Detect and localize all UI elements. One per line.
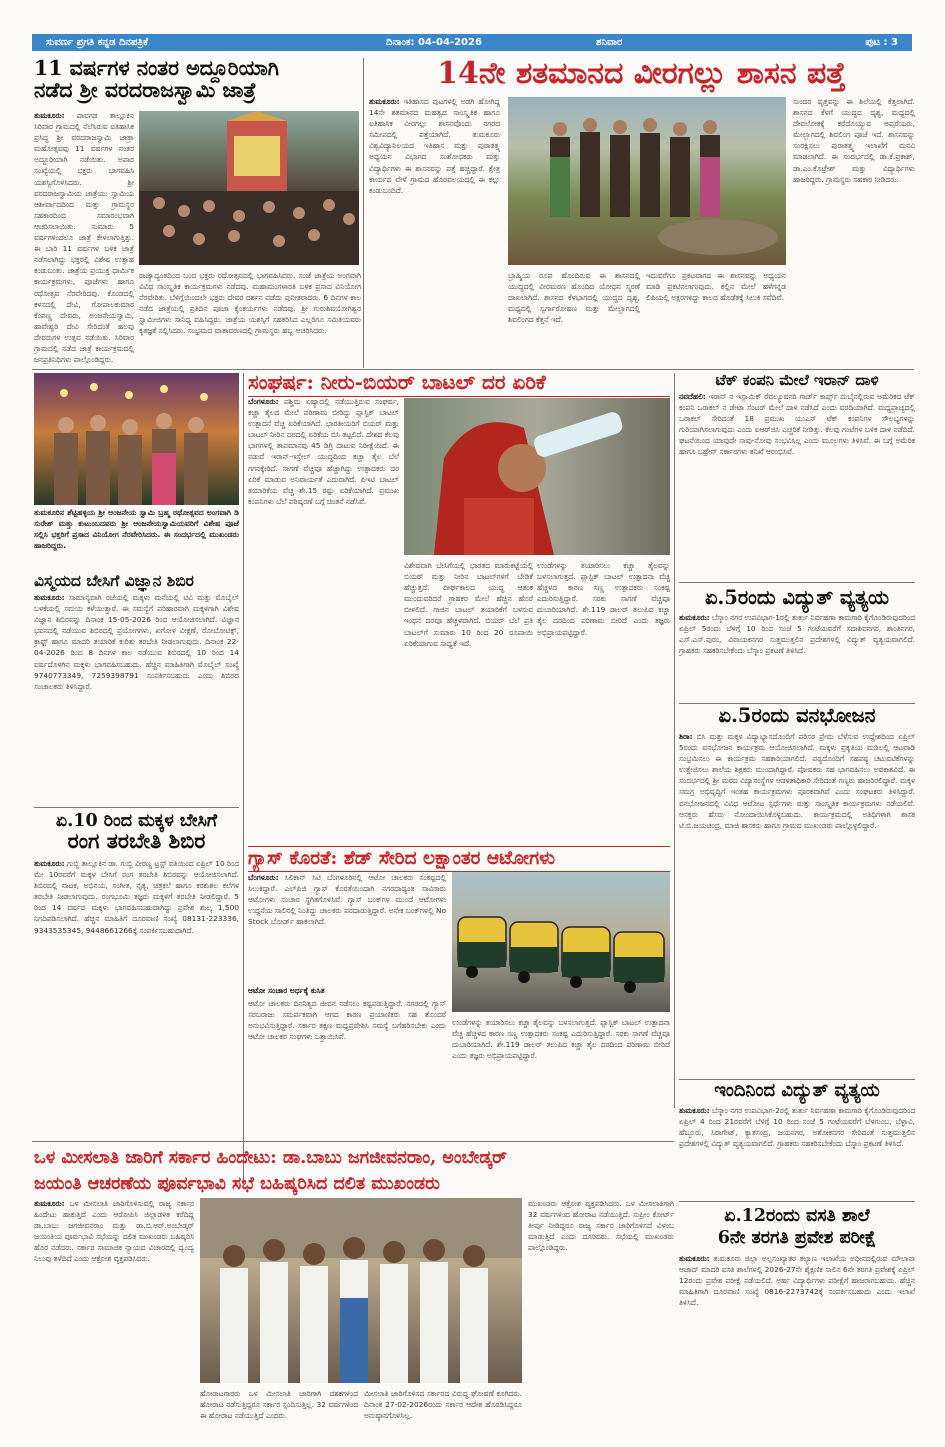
article-bottle-price-body-col2: ವಿಶೇಷವಾಗಿ ಬೇಸಿಗೆಯಲ್ಲಿ ಭಾರತದ ಮಾರುಕಟ್ಟೆಯಲ್ಲಿ ಬಿಯರ್ ಮತ್ತು ನೀರಿನ ಬಾಟಲ್‌ಗಳಿಗೆ ಬೇಡಿಕೆ ಹೆಚ್ಚುತ್ತದೆ. ದೀರ್ಘಕಾಲದ ಯುದ್ಧ ಆತಂಕ ಮುಂದುವರಿದರೆ ಗ್ರಾಹಕರ ಮೇಲೆ ಹೆಚ್ಚಿನ ಹೊರೆ ಬೀಳಲಿದೆ. ಗಾಜಿನ ಬಾಟಲ್ ತಯಾರಿಕೆಗೆ ಬಳಸುವ ಇಂಧನ ದರವೂ ಹೆಚ್ಚಳವಾಗಿದೆ. ಬಿಯರ್ ಬೆಲೆ ಪ್ರತಿ ಬಾಟಲ್‌ಗೆ ಸುಮಾರು 10 ರಿಂದ 20 ರೂಪಾಯಿ ಏರಿಕೆಯಾಗುವ ಸಾಧ್ಯತೆ ಇದೆ. [404,561,533,648]
article-power-cut-apr5-headline: ಏ.5ರಂದು ವಿದ್ಯುತ್ ವ್ಯತ್ಯಯ [704,586,890,609]
dateline: ತುಮಕೂರು: [34,111,65,120]
article-veeragallu-body-col1: ತುಮಕೂರು: ಇತಿಹಾಸದ ಪುಟಗಳಲ್ಲಿ ಅಡಗಿ ಹೋಗಿದ್ದ 14ನೇ ಶತಮಾನದ ಮಹತ್ವದ ಸಾಂಸ್ಕೃತಿಕ ಹಾಗೂ ಐತಿಹಾಸಿಕ ವೀರಗಲ್ಲು ಶಾಸನವೊಂದು ನಗರದ ಸಮೀಪದಲ್ಲಿ ಪತ್ತೆಯಾಗಿದೆ. ತುಮಕೂರು ವಿಶ್ವವಿದ್ಯಾನಿಲಯದ ಇತಿಹಾಸ ಮತ್ತು ಪುರಾತತ್ತ್ವ ಅಧ್ಯಯನ ವಿಭಾಗದ ಸಂಶೋಧಕರು ಮತ್ತು ವಿದ್ಯಾರ್ಥಿಗಳು ಈ ಶಾಸನವನ್ನು ಪತ್ತೆ ಹಚ್ಚಿದ್ದಾರೆ. ಕ್ಷೇತ್ರ ಕಾರ್ಯದ ವೇಳೆ ಗ್ರಾಮದ ಹೊರವಲಯದಲ್ಲಿ ಈ ಕಲ್ಲು ಕಂಡುಬಂದಿದೆ. [369,97,500,195]
veeragallu-photo [508,97,786,265]
article-bottle-price-body-col3: ಉಂಡೆಗಳನ್ನು ತಯಾರಿಸಲು ಕಚ್ಚಾ ತೈಲವನ್ನು ಬಳಸಲಾಗುತ್ತದೆ. ಪ್ಲಾಸ್ಟಿಕ್ ಬಾಟಲ್ ಉತ್ಪಾದನಾ ವೆಚ್ಚ ಹೆಚ್ಚಳದ ಕಾರಣ ಸಣ್ಣ ಉತ್ಪಾದಕರು ಸಂಕಷ್ಟ ಎದುರಿಸುತ್ತಿದ್ದಾರೆ. ಸರಕು ಸಾಗಣೆ ವೆಚ್ಚವೂ ದುಬಾರಿಯಾಗಿದೆ. ಶೇ.119 ಡಾಲರ್ ತಲುಪಿದ ಕಚ್ಚಾ ತೈಲ ದರದಿಂದ ಪರಿಣಾಮ ಬೀರಿದೆ ಎಂದು ತಜ್ಞರು ಅಭಿಪ್ರಾಯಪಟ್ಟಿದ್ದಾರೆ. [537,561,670,637]
article-veeragallu-body-col3: ಇದುವರೆಗೂ ಪ್ರಕಟವಾಗದ ಈ ಶಾಸನವನ್ನು ಅಧ್ಯಯನ ಮಾಡಿ ಪ್ರಕಟಿಸಲಾಗುವುದು. ಕಲ್ಲಿನ ಮೇಲೆ ಹಳೆಗನ್ನಡ ಲಿಪಿಯಲ್ಲಿ ಅಕ್ಷರಗಳಿದ್ದು ಕಾಲದ ಹೊಡೆತಕ್ಕೆ ಸಿಲುಕಿ ಸವೆದಿವೆ. [646,271,786,303]
jatre-crowd-image [139,111,359,265]
issue-date: ದಿನಾಂಕ: 04-04-2026 [386,37,482,48]
temple-event-photo [34,373,239,505]
article-reservation-body-col4: ಮುಖಂಡರು ಆಕ್ರೋಶ ವ್ಯಕ್ತಪಡಿಸಿದರು. ಒಳ ಮೀಸಲಾತಿಗಾಗಿ 32 ವರ್ಷಗಳಿಂದ ಹೋರಾಟ ನಡೆಯುತ್ತಿದೆ. ಸುಪ್ರೀಂ ಕೋರ್ಟ್ ತೀರ್ಪು ನೀಡಿದ್ದರೂ ರಾಜ್ಯ ಸರ್ಕಾರ ಜಾರಿಗೊಳಿಸದೆ ವಿಳಂಬ ಮಾಡುತ್ತಿದೆ ಎಂದು ದೂರಿದರು. ಸಭೆಯಲ್ಲಿ ಮುಖಂಡರು ಪಾಲ್ಗೊಂಡಿದ್ದರು. [528,1199,674,1253]
masthead [32,34,912,51]
jatre-photo [139,111,359,265]
article-reservation-body-col2: ಹೋರಾಟಗಾರರು ಒಳ ಮೀಸಲಾತಿ ಜಾರಿಗಾಗಿ ದಶಕಗಳಿಂದ ಹೋರಾಟ ನಡೆಸುತ್ತಿದ್ದರೂ ಸರ್ಕಾರ ಸ್ಪಂದಿಸುತ್ತಿಲ್ಲ. 32 ವರ್ಷಗಳಿಂದ ಈ ಹೋರಾಟ ನಡೆಯುತ್ತಿದೆ ಎಂದರು. [200,1389,358,1421]
protest-meeting-photo [200,1198,522,1383]
article-gas-shortage-headline: ಗ್ಯಾಸ್ ಕೊರತೆ: ಶೆಡ್ ಸೇರಿದ ಲಕ್ಷಾಂತರ ಆಟೋಗಳು [248,846,670,872]
temple-photo-caption: ತುಮಕೂರಿನ ಶೆಟ್ಟಿಹಳ್ಳಿಯ ಶ್ರೀ ಆಂಜನೇಯ ಸ್ವಾಮಿ ಬ್ರಹ್ಮ ರಥೋತ್ಸವದ ಅಂಗವಾಗಿ ಡಿ ಸುರೇಶ್ ಮತ್ತು ಕುಟುಂಬದವರು ಶ್ರೀ ಆಂಜನೇಯಸ್ವಾಮಿಯವರಿಗೆ ವಿಶೇಷ ಪೂಜೆ ಸಲ್ಲಿಸಿ ಭಕ್ತರಿಗೆ ಪ್ರಸಾದ ವಿನಿಯೋಗ ನೆರವೇರಿಸಿದರು. ಈ ಸಂದರ್ಭದಲ್ಲಿ ಮುಖಂಡರು ಹಾಜರಿದ್ದರು. [34,508,239,550]
dalit-leaders-gathering-image [200,1198,522,1383]
article-science-camp-body: ತುಮಕೂರು: ಸಾಮಾನ್ಯವಾಗಿ ರಜೆಯಲ್ಲಿ ಮಕ್ಕಳು ಮನೆಯಲ್ಲಿ ಟಿವಿ ಮತ್ತು ಮೊಬೈಲ್ ಬಳಕೆಯಲ್ಲಿ ಸಮಯ ಕಳೆಯುತ್ತಾರೆ. ಈ ಸಮಸ್ಯೆಗೆ ಪರಿಹಾರವಾಗಿ ಮಕ್ಕಳಿಗಾಗಿ ವಿಶೇಷ ವಿಜ್ಞಾನ ಶಿಬಿರವನ್ನು ದಿನಾಂಕ 15-05-2026 ರಿಂದ ಆಯೋಜಿಸಲಾಗಿದೆ. ವಿಜ್ಞಾನ ಭವನದಲ್ಲಿ ನಡೆಯುವ ಶಿಬಿರದಲ್ಲಿ ಪ್ರಯೋಗಗಳು, ಖಗೋಳ ವೀಕ್ಷಣೆ, ರೋಬೋಟಿಕ್ಸ್, ಕ್ರಾಫ್ಟ್ ಹಾಗೂ ಮಾದರಿ ತಯಾರಿಕೆ ಕುರಿತು ತರಬೇತಿ ನೀಡಲಾಗುವುದು. ದಿನಾಂಕ 22-04-2026 ರಿಂದ 8 ದಿನಗಳ ಕಾಲ ನಡೆಯುವ ಶಿಬಿರದಲ್ಲಿ 10 ರಿಂದ 14 ವರ್ಷದೊಳಗಿನ ಮಕ್ಕಳು ಭಾಗವಹಿಸಬಹುದು. ಹೆಚ್ಚಿನ ಮಾಹಿತಿಗಾಗಿ ಮೊಬೈಲ್ ಸಂಖ್ಯೆ 9740773349, 7259398791 ಸಂಪರ್ಕಿಸಬಹುದು ಎಂದು ಶಿಬಿರದ ಸಂಚಾಲಕರು ತಿಳಿಸಿದ್ದಾರೆ. [34,593,239,691]
article-bottle-price-headline: ಸಂಘರ್ಷ: ನೀರು-ಬಿಯರ್ ಬಾಟಲ್ ದರ ಏರಿಕೆ [248,370,670,397]
article-science-camp-headline: ವಿಸ್ಮಯದ ಬೇಸಿಗೆ ವಿಜ್ಞಾನ ಶಿಬಿರ [34,571,194,590]
article-gas-shortage-body-col1: ಬೆಂಗಳೂರು: ಸಿಲಿಕಾನ್ ಸಿಟಿ ಬೆಂಗಳೂರಿನಲ್ಲಿ ಆಟೋ ಚಾಲಕರು ಸಂಕಷ್ಟದಲ್ಲಿ ಸಿಲುಕಿದ್ದಾರೆ. ಎಲ್‌ಪಿಜಿ ಗ್ಯಾಸ್ ಕೊರತೆಯಿಂದಾಗಿ ನಗರದಾದ್ಯಂತ ಸಾವಿರಾರು ಆಟೋಗಳು ಸಂಚಾರ ಸ್ಥಗಿತಗೊಳಿಸಿವೆ. ಗ್ಯಾಸ್ ಬಂಕ್‌ಗಳ ಮುಂದೆ ಆಟೋಗಳು ಉದ್ದನೆಯ ಸಾಲಿನಲ್ಲಿ ನಿಂತಿದ್ದು ಚಾಲಕರು ಪರದಾಡುತ್ತಿದ್ದಾರೆ. ಅನೇಕ ಬಂಕ್‌ಗಳಲ್ಲಿ No Stock ಬೋರ್ಡ್ ಹಾಕಲಾಗಿದೆ. [248,873,446,927]
issue-day: ಶನಿವಾರ [596,37,623,48]
article-theatre-camp-body: ತುಮಕೂರು: ಗುಬ್ಬಿ ತಾಲ್ಲೂಕಿನ ಡಾ. ಗುಬ್ಬಿ ವೀರಣ್ಣ ಟ್ರಸ್ಟ್ ವತಿಯಿಂದ ಏಪ್ರಿಲ್ 10 ರಿಂದ ಮೇ 10ರವರೆಗೆ ಮಕ್ಕಳ ಬೇಸಿಗೆ ರಂಗ ತರಬೇತಿ ಶಿಬಿರವನ್ನು ಆಯೋಜಿಸಲಾಗಿದೆ. ಶಿಬಿರದಲ್ಲಿ ನಾಟಕ, ಅಭಿನಯ, ಸಂಗೀತ, ನೃತ್ಯ, ಚಿತ್ರಕಲೆ ಹಾಗೂ ಕರಕುಶಲ ಕಲೆಗಳ ತರಬೇತಿ ನೀಡಲಾಗುವುದು. ರಂಗಭೂಮಿ ತಜ್ಞರು ಮಕ್ಕಳಿಗೆ ತರಬೇತಿ ನೀಡಲಿದ್ದಾರೆ. 5 ರಿಂದ 14 ವರ್ಷದ ಮಕ್ಕಳು ಭಾಗವಹಿಸಬಹುದಾಗಿದ್ದು ಪ್ರವೇಶ ಶುಲ್ಕ 1,500 ನಿಗದಿಪಡಿಸಲಾಗಿದೆ. ಹೆಚ್ಚಿನ ಮಾಹಿತಿಗೆ ದೂರವಾಣಿ ಸಂಖ್ಯೆ 08131-223336, 9343535345, 9448661266ಕ್ಕೆ ಸಂಪರ್ಕಿಸಬಹುದಾಗಿದೆ. [34,859,239,935]
article-gas-shortage-body-col2: ಆಟೋ ಚಾಲಕರು ದಿನನಿತ್ಯದ ಜೀವನ ನಡೆಸಲು ಕಷ್ಟಪಡುತ್ತಿದ್ದಾರೆ. ನಗರದಲ್ಲಿ ಗ್ಯಾಸ್ ಸರಬರಾಜು ಸಮರ್ಪಕವಾಗಿ ಆಗದ ಕಾರಣ ಪ್ರಯಾಣಿಕರು ಸಹ ತೊಂದರೆ ಅನುಭವಿಸುತ್ತಿದ್ದಾರೆ. ಸರ್ಕಾರ ತಕ್ಷಣ ಮಧ್ಯಪ್ರವೇಶಿಸಿ ಸಮಸ್ಯೆ ಬಗೆಹರಿಸಬೇಕು ಎಂದು ಆಟೋ ಚಾಲಕರ ಸಂಘಗಳು ಒತ್ತಾಯಿಸಿವೆ. [248,999,446,1042]
article-picnic-body: ಶಿರಾ: ಬಿಸಿ ಮತ್ತು ಮಕ್ಕಳ ವಿದ್ಯಾಭ್ಯಾಸದೊಂದಿಗೆ ಪರಿಸರ ಪ್ರೇಮ ಬೆಳೆಸುವ ಉದ್ದೇಶದಿಂದ ಏಪ್ರಿಲ್ 5ರಂದು ವನಭೋಜನ ಕಾರ್ಯಕ್ರಮ ಆಯೋಜಿಸಲಾಗಿದೆ. ಮಕ್ಕಳು ಪ್ರಕೃತಿಯ ಮಡಿಲಲ್ಲಿ ಆಟವಾಡಿ ಸಂಭ್ರಮಿಸಲು ಈ ಕಾರ್ಯಕ್ರಮ ಸಹಕಾರಿಯಾಗಲಿದೆ. ಪಠ್ಯದೊಂದಿಗೆ ಸಹಪಠ್ಯ ಚಟುವಟಿಕೆಗಳನ್ನು ಉತ್ತೇಜಿಸಲು ಶಾಲೆಯ ಶಿಕ್ಷಕರು ಮುಂದಾಗಿದ್ದಾರೆ. ಪೋಷಕರು ಸಹ ಭಾಗವಹಿಸಲು ಅವಕಾಶವಿದೆ. ಈ ಸಂದರ್ಭದಲ್ಲಿ ಶ್ರೀ ಮಠದ ವಿದ್ಯಾಸಂಸ್ಥೆಗಳ ಆಡಳಿತಾಧಿಕಾರಿ ಸೇರಿದಂತೆ ಗಣ್ಯರು ಹಾಜರಿರಲಿದ್ದಾರೆ. ಮಕ್ಕಳ ಸಮಗ್ರ ಅಭಿವೃದ್ಧಿಗೆ ಇಂತಹ ಕಾರ್ಯಕ್ರಮಗಳು ಪೂರಕವಾಗಿವೆ ಎಂದು ಸಂಘಟಕರು ತಿಳಿಸಿದ್ದಾರೆ. ವನಭೋಜನದಲ್ಲಿ ವಿವಿಧ ಆಟೋಟ ಸ್ಪರ್ಧೆಗಳು ಮತ್ತು ಸಾಂಸ್ಕೃತಿಕ ಕಾರ್ಯಕ್ರಮಗಳು ನಡೆಯಲಿವೆ. ಆಸಕ್ತರು ಹೆಸರು ನೋಂದಾಯಿಸಿಕೊಳ್ಳಬಹುದು. ಕಾರ್ಯಕ್ರಮದಲ್ಲಿ ಅತಿಥಿಗಳಾಗಿ ಶಾಸಕ ಟಿ.ಬಿ.ಜಯಚಂದ್ರ, ಮಾಜಿ ಶಾಸಕರು ಹಾಗೂ ಗ್ರಾಮದ ಮುಖಂಡರು ಪಾಲ್ಗೊಳ್ಳಲಿದ್ದಾರೆ. [679,732,915,830]
article-power-cut-today-headline: ಇಂದಿನಿಂದ ವಿದ್ಯುತ್ ವ್ಯತ್ಯಯ [714,1080,880,1101]
article-theatre-camp-headline: ಏ.10 ರಿಂದ ಮಕ್ಕಳ ಬೇಸಿಗೆ ರಂಗ ತರಬೇತಿ ಶಿಬಿರ [55,811,218,854]
article-iran-attack-headline: ಟೆಕ್ ಕಂಪನಿ ಮೇಲೆ ಇರಾನ್ ದಾಳಿ [715,371,879,389]
article-reservation-body-col3: ಮೀಸಲಾತಿ ಜಾರಿಗೊಳಿಸದ ಸರ್ಕಾರದ ವಿರುದ್ಧ ಘೋಷಣೆ ಕೂಗಿದರು. ದಿನಾಂಕ 27-02-2026ರಂದು ಸರ್ಕಾರ ಆದೇಶ ಹೊರಡಿಸಿದ್ದರೂ ಅನುಷ್ಠಾನಗೊಳಿಸಿಲ್ಲ. [364,1389,522,1421]
woman-drinking-water-image [404,398,670,555]
page-number: ಪುಟ : 3 [865,37,898,48]
article-power-cut-today-body: ತುಮಕೂರು: ಬೆಸ್ಕಾಂ ನಗರ ಉಪವಿಭಾಗ-2ರಲ್ಲಿ ತುರ್ತು ನಿರ್ವಹಣಾ ಕಾಮಗಾರಿ ಕೈಗೊಂಡಿರುವುದರಿಂದ ಏಪ್ರಿಲ್ 4 ರಿಂದ 21ರವರೆಗೆ ಬೆಳಿಗ್ಗೆ 10 ರಿಂದ ಸಂಜೆ 5 ಗಂಟೆಯವರೆಗೆ ಬೆಳಗುಂಬ, ಬೆಳ್ಳಾವಿ, ಹೆಬ್ಬೂರು, ಸಿರಾಗೇಟ್, ಕ್ಯಾತಸಂದ್ರ, ಜಯನಗರ, ಅಶೋಕನಗರ ಸೇರಿದಂತೆ ಸುತ್ತಮುತ್ತಲಿನ ಪ್ರದೇಶಗಳಲ್ಲಿ ವಿದ್ಯುತ್ ವ್ಯತ್ಯಯವಾಗಲಿದೆ. ಗ್ರಾಹಕರು ಸಹಕರಿಸಬೇಕೆಂದು ಬೆಸ್ಕಾಂ ಪ್ರಕಟಣೆ ತಿಳಿಸಿದೆ. [679,1106,915,1149]
article-jatre-body-col1: ತುಮಕೂರು: ಪಾವಗಡ ತಾಲ್ಲೂಕಿನ ಸಿರಿವಾರ ಗ್ರಾಮದಲ್ಲಿ ನೆಲೆಸಿರುವ ಐತಿಹಾಸಿಕ ಪ್ರಸಿದ್ಧ ಶ್ರೀ ವರದರಾಜಸ್ವಾಮಿ ಜಾತ್ರಾ ಮಹೋತ್ಸವವು 11 ವರ್ಷಗಳ ನಂತರ ಅದ್ದೂರಿಯಾಗಿ ನಡೆಯಿತು. ಅಪಾರ ಸಂಖ್ಯೆಯಲ್ಲಿ ಭಕ್ತರು ಭಾಗವಹಿಸಿ ಯಶಸ್ವಿಗೊಳಿಸಿದರು. ಶ್ರೀ ವರದರಾಜಸ್ವಾಮಿಯ ಜಾತ್ರೆಯು ಸ್ವಾಮಿಯ ಆಶೀರ್ವಾದದಿಂದ ಮತ್ತು ಗ್ರಾಮಸ್ಥರ ಸಹಕಾರದಿಂದ ಸಮಾರಂಭವಾಗಿ ಆಚರಿಸಲಾಯಿತು. ಸುಮಾರು 5 ವರ್ಷಗಳಿಂದಲೂ ಜಾತ್ರೆ ಕೇಳಲಾಗುತ್ತಿತ್ತು. ಈ ಬಾರಿ 11 ವರ್ಷಗಳ ಬಳಿಕ ಜಾತ್ರೆ ನಡೆಸಲಾಗಿದ್ದು ಭಕ್ತರಲ್ಲಿ ವಿಶೇಷ ಉತ್ಸಾಹ ಕಂಡುಬಂತು. ಜಾತ್ರೆಯ ಪ್ರಯುಕ್ತ ಧಾರ್ಮಿಕ ಕಾರ್ಯಕ್ರಮಗಳು, ಪೂಜೆಗಳು ಹಾಗೂ ರಥೋತ್ಸವ ನೆರವೇರಿದವು. ಕೊಂಡದಲ್ಲಿ ಕಳಸದಲ್ಲಿ ದೇವಿ, ಗೋಪಾಲಕುಮಾರ ಕೆಂಪಣ್ಣ ದೇವರು, ಅಂಜನೇಯಸ್ವಾಮಿ, ಹಾವೇಶ್ವರಿ ದೇವಿ ಸೇರಿದಂತೆ ಹಲವು ದೇವರುಗಳ ಉತ್ಸವ ನಡೆಯಿತು. ಸಿರಿವಾರ ಗ್ರಾಮದಲ್ಲಿ ನಡೆದ ಜಾತ್ರೆ ಕಾರ್ಯಕ್ರಮದಲ್ಲಿ ಜನಪ್ರತಿನಿಧಿಗಳು ಪಾಲ್ಗೊಂಡಿದ್ದರು. [34,111,134,365]
article-picnic-headline: ಏ.5ರಂದು ವನಭೋಜನ [718,704,876,727]
article-veeragallu-body-col2: ಬ್ರಾಹ್ಮಿಯ ರೂಪ ಹೊಂದಿರುವ ಈ ಶಾಸನದಲ್ಲಿ ಯುದ್ಧದಲ್ಲಿ ವೀರಮರಣ ಹೊಂದಿದ ಯೋಧನ ಸ್ಮರಣೆ ದಾಖಲಾಗಿದೆ. ಶಾಸನದ ಕೆಳಭಾಗದಲ್ಲಿ ಯುದ್ಧದ ದೃಶ್ಯ, ಮಧ್ಯದಲ್ಲಿ ಸ್ವರ್ಗಾರೋಹಣ ಮತ್ತು ಮೇಲ್ಭಾಗದಲ್ಲಿ ಶಿವಲಿಂಗದ ಕೆತ್ತನೆ ಇದೆ. [508,271,640,325]
drinking-water-photo [404,398,670,555]
paper-name: ಸುವರ್ಣ ಪ್ರಗತಿ ಕನ್ನಡ ದಿನಪತ್ರಿಕೆ [46,37,149,48]
article-jatre-body-col2: ರಾಜ್ಯಾದ್ಯಂತದಿಂದ ಬಂದ ಭಕ್ತರು ರಥೋತ್ಸವದಲ್ಲಿ ಭಾಗವಹಿಸಿದರು. ಸಂಜೆ ಜಾತ್ರೆಯ ಅಂಗವಾಗಿ ವಿವಿಧ ಸಾಂಸ್ಕೃತಿಕ ಕಾರ್ಯಕ್ರಮಗಳು ನಡೆದವು. ಮಹಾಮಂಗಳಾರತಿ ಬಳಿಕ ಪ್ರಸಾದ ವಿನಿಯೋಗ ನೆರವೇರಿತು. ಬೆಳಿಗ್ಗೆಯಿಂದಲೇ ಭಕ್ತರು ದೇವರ ದರ್ಶನ ಪಡೆದು ಪುನೀತರಾದರು. 6 ದಿನಗಳ ಕಾಲ ನಡೆದ ಜಾತ್ರೆಯಲ್ಲಿ ಪ್ರತಿದಿನ ಪೂಜಾ ಕೈಂಕರ್ಯಗಳು ನಡೆದವು. ಶ್ರೀ ಗುರುಶಿವಯೋಗಿಶ್ವರ ಸ್ವಾಮೀಜಿಗಳು ಸಾನಿಧ್ಯ ವಹಿಸಿದ್ದರು. ಜಾತ್ರೆಯ ಯಶಸ್ಸಿಗೆ ಸಹಕರಿಸಿದ ಎಲ್ಲರಿಗೂ ಸಮಿತಿಯವರು ಕೃತಜ್ಞತೆ ಸಲ್ಲಿಸಿದರು. ಸಂಭ್ರಮದ ವಾತಾವರಣದಲ್ಲಿ ಗ್ರಾಮಸ್ಥರು ಹಬ್ಬ ಆಚರಿಸಿದರು. [139,271,361,336]
article-jatre-headline: 11 ವರ್ಷಗಳ ನಂತರ ಅದ್ದೂರಿಯಾಗಿ ನಡೆದ ಶ್ರೀ ವರದರಾಜಸ್ವಾಮಿ ಜಾತ್ರೆ [34,56,279,102]
article-school-exam-headline: ಏ.12ರಂದು ವಸತಿ ಶಾಲೆ 6ನೇ ತರಗತಿ ಪ್ರವೇಶ ಪರೀಕ್ಷೆ [717,1206,877,1248]
autorickshaw-line-image [452,872,670,1012]
article-gas-shortage-body-col3: ಉಂಡೆಗಳನ್ನು ತಯಾರಿಸಲು ಕಚ್ಚಾ ತೈಲವನ್ನು ಬಳಸಲಾಗುತ್ತದೆ. ಪ್ಲಾಸ್ಟಿಕ್ ಬಾಟಲ್ ಉತ್ಪಾದನಾ ವೆಚ್ಚ ಹೆಚ್ಚಳದ ಕಾರಣ ಸಣ್ಣ ಉತ್ಪಾದಕರು ಸಂಕಷ್ಟ ಎದುರಿಸುತ್ತಿದ್ದಾರೆ. ಸರಕು ಸಾಗಣೆ ವೆಚ್ಚವೂ ದುಬಾರಿಯಾಗಿದೆ. ಶೇ.119 ಡಾಲರ್ ತಲುಪಿದ ಕಚ್ಚಾ ತೈಲ ದರದಿಂದ ಪರಿಣಾಮ ಬೀರಿದೆ ಎಂದು ತಜ್ಞರು ಅಭಿಪ್ರಾಯಪಟ್ಟಿದ್ದಾರೆ. [452,1018,670,1061]
article-iran-attack-body: ನವದೆಹಲಿ: ಇರಾನ್ ನ ಇಸ್ಲಾಮಿಕ್ ರೆವಲ್ಯೂಷನರಿ ಗಾರ್ಡ್ ಕಾರ್ಪ್ಸ್ ದುಬೈನಲ್ಲಿರುವ ಅಮೆರಿಕದ ಟೆಕ್ ಕಂಪನಿ ಒರಾಕಲ್ ನ ಡೇಟಾ ಸೆಂಟರ್ ಮೇಲೆ ದಾಳಿ ನಡೆಸಿದೆ ಎಂದು ವರದಿಯಾಗಿದೆ. ಮಧ್ಯಪ್ರಾಚ್ಯದಲ್ಲಿ ಒರಾಕಲ್ ಸೇರಿದಂತೆ 18 ಪ್ರಮುಖ ಯುಎಸ್ ಟೆಕ್ ಕಂಪನಿಗಳ ಸೌಲಭ್ಯಗಳನ್ನು ಗುರಿಯಾಗಿಸಲಾಗುವುದು ಎಂದು ಐಆರ್‌ಜಿಸಿ ಎಚ್ಚರಿಕೆ ನೀಡಿತ್ತು. ಕೆಲವು ಗಂಟೆಗಳ ಬಳಿಕ ದಾಳಿ ನಡೆದಿದೆ. ಘಟನೆಯಿಂದ ಯಾವುದೇ ಸಾವು-ನೋವು ಸಂಭವಿಸಿಲ್ಲ ಎಂದು ಮೂಲಗಳು ತಿಳಿಸಿವೆ. ಈ ಬಗ್ಗೆ ಅಮೆರಿಕ ಹಾಗೂ ಬಹ್ರೇನ್ ಸರ್ಕಾರಗಳು ತನಿಖೆ ಆರಂಭಿಸಿವೆ. [679,392,915,457]
auto-queue-photo [452,872,670,1012]
article-school-exam-body: ತುಮಕೂರು: ತುಮಕೂರು ಜಿಲ್ಲಾ ಅಲ್ಪಸಂಖ್ಯಾತರ ಕಲ್ಯಾಣ ಇಲಾಖೆಯ ಅಧೀನದಲ್ಲಿರುವ ಮೌಲಾನಾ ಆಜಾದ್ ಮಾದರಿ ವಸತಿ ಶಾಲೆಗಳಲ್ಲಿ 2026-27ನೇ ಶೈಕ್ಷಣಿಕ ಸಾಲಿನ 6ನೇ ತರಗತಿ ಪ್ರವೇಶಕ್ಕೆ ಏಪ್ರಿಲ್ 12ರಂದು ಪ್ರವೇಶ ಪರೀಕ್ಷೆ ನಡೆಯಲಿದೆ. ಅರ್ಹ ವಿದ್ಯಾರ್ಥಿಗಳು ಪರೀಕ್ಷೆಗೆ ಹಾಜರಾಗಬಹುದು. ಹೆಚ್ಚಿನ ಮಾಹಿತಿಗಾಗಿ ದೂರವಾಣಿ ಸಂಖ್ಯೆ 0816-2273742ಕ್ಕೆ ಸಂಪರ್ಕಿಸಬಹುದು ಎಂದು ಇಲಾಖೆ ತಿಳಿಸಿದೆ. [679,1254,915,1308]
gas-shortage-subhead: ಆಟೋ ಸಂಚಾರ ಅರ್ಧಕ್ಕೆ ಕುಸಿತ [248,986,325,995]
article-power-cut-apr5-body: ತುಮಕೂರು: ಬೆಸ್ಕಾಂ ನಗರ ಉಪವಿಭಾಗ-1ರಲ್ಲಿ ತುರ್ತು ನಿರ್ವಹಣಾ ಕಾಮಗಾರಿ ಕೈಗೊಂಡಿರುವುದರಿಂದ ಏಪ್ರಿಲ್ 5ರಂದು ಬೆಳಿಗ್ಗೆ 10 ರಿಂದ ಸಂಜೆ 5 ಗಂಟೆಯವರೆಗೆ ಸದಾಶಿವನಗರ, ಶಾಂತಿನಗರ, ಎಸ್.ಎಸ್.ಪುರಂ, ವಿನಾಯಕನಗರ ಸುತ್ತಮುತ್ತಲಿನ ಪ್ರದೇಶಗಳಲ್ಲಿ ವಿದ್ಯುತ್ ವ್ಯತ್ಯಯವಾಗಲಿದೆ. ಗ್ರಾಹಕರು ಸಹಕರಿಸಬೇಕೆಂದು ಬೆಸ್ಕಾಂ ಪ್ರಕಟಣೆ ತಿಳಿಸಿದೆ. [679,613,915,656]
devotees-image [34,373,239,505]
article-bottle-price-body-col1: ಬೆಂಗಳೂರು: ಪಶ್ಚಿಮ ಏಷ್ಯಾದಲ್ಲಿ ನಡೆಯುತ್ತಿರುವ ಸಂಘರ್ಷ, ಕಚ್ಚಾ ತೈಲದ ಮೇಲೆ ಪರಿಣಾಮ ಬೀರಿದ್ದು ಪ್ಲಾಸ್ಟಿಕ್ ಬಾಟಲ್ ಉತ್ಪಾದನೆ ವೆಚ್ಚ ಏರಿಕೆಯಾಗಿದೆ. ಭಾರತೀಯರಿಗೆ ಬಿಯರ್ ಮತ್ತು ಬಾಟಲ್ ನೀರಿನ ದರದಲ್ಲಿ ಏರಿಕೆಯ ಬಿಸಿ ತಟ್ಟಲಿದೆ. ದೇಶದ ಕೆಲವು ಭಾಗಗಳಲ್ಲಿ ತಾಪಮಾನವು 45 ಡಿಗ್ರಿ ದಾಟುವ ನಿರೀಕ್ಷೆಯಿದೆ. ಈ ನಡುವೆ ಇರಾನ್-ಇಸ್ರೇಲ್ ಯುದ್ಧದಿಂದ ಕಚ್ಚಾ ತೈಲ ಬೆಲೆ ಗಗನಕ್ಕೇರಿದೆ. ಸಾಗಣೆ ವೆಚ್ಚವೂ ಹೆಚ್ಚಾಗಿದ್ದು ಉತ್ಪಾದಕರು ದರ ಏರಿಕೆ ಮಾಡುವ ಅನಿವಾರ್ಯತೆ ಎದುರಾಗಿದೆ. ಪಿಇಟಿ ಬಾಟಲ್ ತಯಾರಿಕೆಯ ವೆಚ್ಚ ಶೇ.15 ರಷ್ಟು ಏರಿಕೆಯಾಗಿದೆ. ಪ್ರಮುಖ ಕಂಪನಿಗಳು ಬೆಲೆ ಪರಿಷ್ಕರಣೆ ಬಗ್ಗೆ ಚಿಂತನೆ ನಡೆಸಿವೆ. [248,397,399,506]
researchers-group-image [508,97,786,265]
article-reservation-headline: ಒಳ ಮೀಸಲಾತಿ ಜಾರಿಗೆ ಸರ್ಕಾರ ಹಿಂದೇಟು: ಡಾ.ಬಾಬು ಜಗಜೀವನರಾಂ, ಅಂಬೇಡ್ಕರ್ ಜಯಂತಿ ಆಚರಣೆಯ ಪೂರ್ವಭಾವಿ ಸಭೆ ಬಹಿಷ್ಕರಿಸಿದ ದಲಿತ ಮುಖಂಡರು [34,1148,507,1194]
article-veeragallu-headline: 14ನೇ ಶತಮಾನದ ವೀರಗಲ್ಲು ಶಾಸನ ಪತ್ತೆ [437,56,846,91]
article-reservation-body-col1: ತುಮಕೂರು: ಒಳ ಮೀಸಲಾತಿ ಜಾರಿಗೊಳಿಸುವಲ್ಲಿ ರಾಜ್ಯ ಸರ್ಕಾರ ಹಿಂದೇಟು ಹಾಕುತ್ತಿದೆ ಎಂದು ಆರೋಪಿಸಿ ಜಿಲ್ಲಾಡಳಿತ ಕರೆದಿದ್ದ ಡಾ.ಬಾಬು ಜಗಜೀವನರಾಂ ಮತ್ತು ಡಾ.ಬಿ.ಆರ್.ಅಂಬೇಡ್ಕರ್ ಜಯಂತಿಯ ಪೂರ್ವಭಾವಿ ಸಭೆಯನ್ನು ದಲಿತ ಮುಖಂಡರು ಬಹಿಷ್ಕರಿಸಿ ಹೊರ ನಡೆದರು. ಸರ್ಕಾರ ಸಾಮಾಜಿಕ ನ್ಯಾಯದ ವಿಚಾರದಲ್ಲಿ ದ್ವಂದ್ವ ನಿಲುವು ತಳೆದಿದೆ ಎಂದು ಆಕ್ರೋಶ ವ್ಯಕ್ತಪಡಿಸಿದರು. [34,1199,194,1264]
article-veeragallu-body-col4: ಸುಂದರ ವೃತ್ತವನ್ನು ಈ ಶಿಲೆಯಲ್ಲಿ ಕೆತ್ತಲಾಗಿದೆ. ಶಾಸನದ ಕೆಳಗೆ ಯುದ್ಧದ ದೃಶ್ಯ, ಮಧ್ಯದಲ್ಲಿ ದೇವಲೋಕಕ್ಕೆ ಕರೆದೊಯ್ಯುವ ಅಪ್ಸರೆಯರು, ಮೇಲ್ಭಾಗದಲ್ಲಿ ಶಿವಲಿಂಗ ಪೂಜೆ ಇದೆ. ಶಾಸನವನ್ನು ಸಂರಕ್ಷಿಸಲು ಪುರಾತತ್ತ್ವ ಇಲಾಖೆಗೆ ಮನವಿ ಮಾಡಲಾಗಿದೆ. ಈ ಸಂದರ್ಭದಲ್ಲಿ ಡಾ.ಕೆ.ಪ್ರಕಾಶ್, ಡಾ.ಎಂ.ಕೊಟ್ರೇಶ್ ಮತ್ತು ವಿದ್ಯಾರ್ಥಿಗಳು ಹಾಜರಿದ್ದರು. ಗ್ರಾಮಸ್ಥರು ಸಹಕಾರ ನೀಡಿದರು. [793,97,915,184]
